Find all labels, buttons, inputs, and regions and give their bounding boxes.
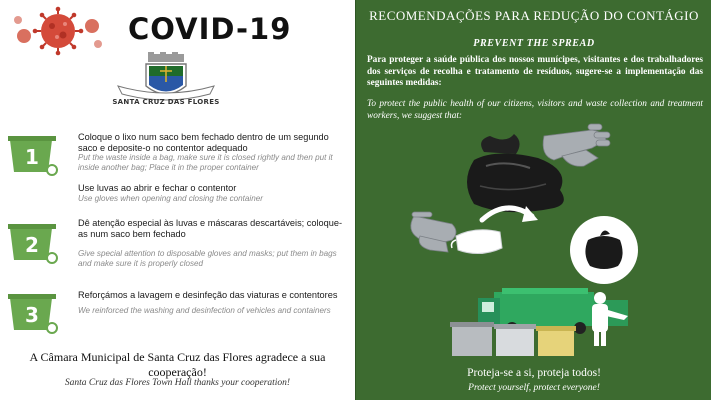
intro-text-pt: Para proteger a saúde pública dos nossos munícipes, visitantes e dos trabalhadores dos serviços de recolha e tratamento de resíduos, sugere-se a implementação das seguintes medidas: [367, 55, 703, 88]
step-text-en: We reinforced the washing and desinfection of vehicles and containers [78, 305, 331, 315]
thanks-text-pt: A Câmara Municipal de Santa Cruz das Flores agradece a sua cooperação! [29, 350, 326, 379]
step-text-pt: Use luvas ao abrir e fechar o contentor [78, 183, 237, 193]
step-text-pt: Reforçámos a lavagem e desinfeção das viaturas e contentores [78, 290, 338, 300]
thanks-text-en: Santa Cruz das Flores Town Hall thanks your cooperation! [64, 378, 291, 388]
coronavirus-icon [10, 6, 106, 56]
gloves-icon [411, 212, 456, 252]
footer-text-pt: Proteja-se a si, proteja todos! [467, 367, 601, 379]
gloves-icon [543, 124, 610, 166]
prevention-illustration [356, 120, 711, 360]
mask-icon [452, 230, 503, 254]
step-text-en: Put the waste inside a bag, make sure it is closed rightly and then put it inside another bag; Place it in the proper container [78, 153, 333, 172]
green-bin-icon [8, 134, 64, 176]
step-text-en: Give special attention to disposable gloves and masks; put them in bags and make sure it is properly closed [78, 249, 337, 268]
recommendations-title: RECOMENDAÇÕES PARA REDUÇÃO DO CONTÁGIO [369, 8, 699, 23]
bagged-waste-icon [570, 216, 638, 284]
step-number: 1 [25, 145, 39, 169]
green-bin-icon [8, 222, 64, 264]
step-text-en: Use gloves when opening and closing the container [78, 193, 263, 203]
footer-text-en: Protect yourself, protect everyone! [468, 383, 600, 393]
right-panel [355, 0, 711, 400]
green-bin-icon [8, 292, 64, 334]
recommendations-subtitle: PREVENT THE SPREAD [473, 38, 595, 49]
waste-containers-icon [450, 322, 576, 356]
step-number: 2 [25, 233, 39, 257]
step-number: 3 [25, 303, 39, 327]
page-title: COVID-19 [128, 12, 292, 46]
left-panel [0, 0, 355, 400]
step-text-pt: Dê atenção especial às luvas e máscaras descartáveis; coloque-as num saco bem fechado [78, 218, 343, 239]
intro-text-en: To protect the public health of our citizens, visitors and waste collection and treatment workers, we suggest that: [367, 99, 703, 121]
step-text-pt: Coloque o lixo num saco bem fechado dentro de um segundo saco e deposite-o no contentor adequado [78, 132, 329, 153]
crest-label: SANTA CRUZ DAS FLORES [112, 98, 220, 106]
